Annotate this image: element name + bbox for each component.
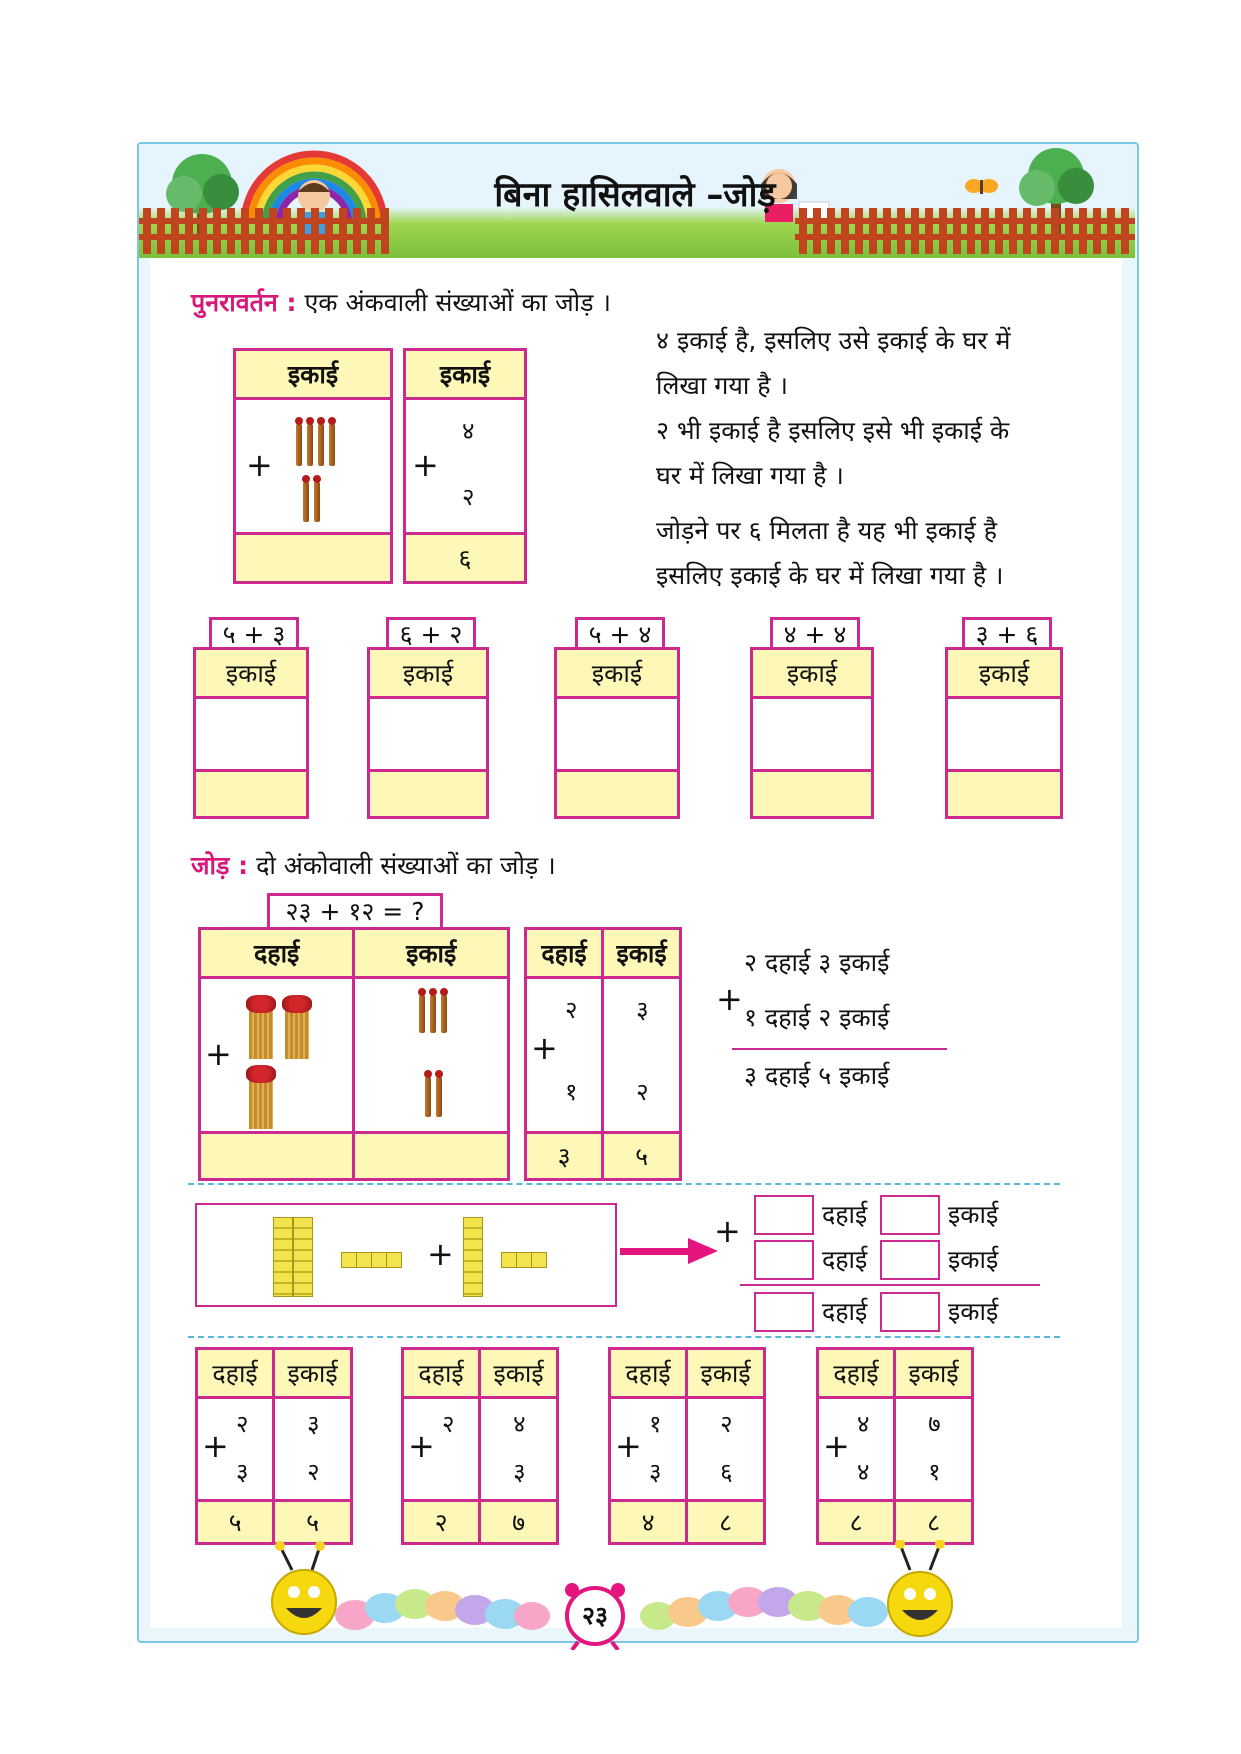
plus-sign: +: [427, 1235, 454, 1273]
tens-digit-cell: [197, 1398, 274, 1501]
digit: ३: [236, 1458, 249, 1486]
sum-line: [740, 1284, 1040, 1286]
digit: ४: [857, 1410, 870, 1438]
fence-picket: [325, 208, 333, 254]
column-header: इकाई: [195, 649, 308, 698]
tens-header: दहाई: [197, 1349, 274, 1398]
digit: ३: [649, 1458, 662, 1486]
fence-picket: [967, 208, 975, 254]
sum-digit: ५: [274, 1501, 352, 1544]
digit: २: [442, 1410, 455, 1438]
plus-sign: +: [531, 1029, 558, 1067]
column-header: इकाई: [235, 350, 392, 399]
fence-picket: [311, 208, 319, 254]
ones-digit-cell: [480, 1398, 558, 1501]
fence-picket: [381, 208, 389, 254]
page-number: २३: [581, 1601, 608, 1630]
plus-sign: +: [205, 1035, 232, 1073]
answer-area[interactable]: [195, 698, 308, 771]
fence-picket: [1121, 208, 1129, 254]
fence-picket: [199, 208, 207, 254]
tens-answer-box[interactable]: [754, 1292, 814, 1332]
matchstick-icon: [296, 424, 302, 466]
fence-picket: [841, 208, 849, 254]
fence-picket: [1037, 208, 1045, 254]
fence-picket: [897, 208, 905, 254]
tens-answer-box[interactable]: [754, 1240, 814, 1280]
sum-digit: ८: [818, 1501, 895, 1544]
butterfly-icon: [965, 179, 998, 194]
ones-header: इकाई: [687, 1349, 765, 1398]
fence-picket: [1023, 208, 1031, 254]
worked-example-table: [401, 1347, 559, 1545]
unit-cube-icon: [341, 1252, 357, 1268]
matchstick-icon: [441, 995, 447, 1033]
plus-sign: +: [246, 446, 273, 484]
digit: ३: [513, 1458, 526, 1486]
caterpillar-right-face: [888, 1540, 952, 1636]
explanation-line: ४ इकाई है, इसलिए उसे इकाई के घर में: [656, 326, 1011, 355]
digit: ४: [857, 1458, 870, 1486]
caterpillar-left-face: [272, 1541, 336, 1634]
plus-sign: +: [823, 1427, 850, 1465]
ones-header: इकाई: [480, 1349, 558, 1398]
fence-picket: [367, 208, 375, 254]
plus-sign: +: [412, 446, 439, 484]
dashed-divider: [188, 1336, 1060, 1338]
digit-cell: [405, 399, 526, 534]
addition-picture-table: [198, 927, 510, 1181]
sum-line: [732, 1048, 947, 1050]
fence-picket: [911, 208, 919, 254]
ones-header: इकाई: [274, 1349, 352, 1398]
picture-cell: [235, 399, 392, 534]
column-header: इकाई: [947, 649, 1062, 698]
revision-heading-row: [191, 285, 611, 319]
exercise-equation: ६ + २: [386, 617, 476, 653]
ones-header: इकाई: [895, 1349, 973, 1398]
explanation-line: लिखा गया है ।: [656, 371, 788, 400]
exercise-table: [750, 647, 874, 819]
matchstick-icon: [425, 1077, 431, 1117]
ones-answer-box[interactable]: [880, 1240, 940, 1280]
worked-example-table: [195, 1347, 353, 1545]
answer-cell[interactable]: [556, 771, 679, 818]
digit: ४: [513, 1410, 526, 1438]
words-line: ३ दहाई ५ इकाई: [744, 1061, 890, 1090]
answer-area[interactable]: [752, 698, 873, 771]
tens-digit-cell: [403, 1398, 480, 1501]
fence-picket: [143, 208, 151, 254]
bottom-digit: २: [462, 483, 475, 511]
fence-picket: [1051, 208, 1059, 254]
answer-cell[interactable]: [947, 771, 1062, 818]
matchstick-icon: [303, 482, 309, 522]
answer-area[interactable]: [947, 698, 1062, 771]
top-digit: ४: [462, 417, 475, 445]
exercise-equation: ४ + ४: [770, 617, 860, 653]
fence-picket: [1065, 208, 1073, 254]
matchstick-icon: [307, 424, 313, 466]
unit-cube-icon: [516, 1252, 532, 1268]
tens-header: दहाई: [200, 929, 354, 978]
unit-cube-icon: [501, 1252, 517, 1268]
fence-picket: [869, 208, 877, 254]
plus-sign: +: [615, 1427, 642, 1465]
ones-label: इकाई: [948, 1297, 999, 1326]
sum-digit: ६: [405, 534, 526, 583]
ten-rod-icon: [293, 1217, 313, 1297]
column-header: इकाई: [556, 649, 679, 698]
answer-area[interactable]: [556, 698, 679, 771]
ten-rod-icon: [463, 1217, 483, 1297]
digit: २: [565, 996, 578, 1024]
fence-picket: [213, 208, 221, 254]
tens-header: दहाई: [526, 929, 603, 978]
exercise-table: [193, 647, 309, 819]
fence-picket: [269, 208, 277, 254]
plus-sign: +: [202, 1427, 229, 1465]
digit: १: [928, 1458, 941, 1486]
tens-label: दहाई: [822, 1245, 868, 1274]
tens-digit-cell: [610, 1398, 687, 1501]
digit: १: [565, 1078, 578, 1106]
exercise-equation: ५ + ४: [575, 617, 665, 653]
tens-digit-cell: [818, 1398, 895, 1501]
revision-digit-table: [403, 348, 527, 584]
sum-digit: ७: [480, 1501, 558, 1544]
tens-label: दहाई: [822, 1297, 868, 1326]
plus-sign: +: [716, 980, 743, 1018]
fence-picket: [1079, 208, 1087, 254]
ones-label: इकाई: [948, 1245, 999, 1274]
ones-picture-cell: [354, 978, 509, 1133]
fence-picket: [995, 208, 1003, 254]
arrow-right-icon: [620, 1236, 720, 1266]
tens-header: दहाई: [610, 1349, 687, 1398]
sum-digit: ४: [610, 1501, 687, 1544]
words-line: १ दहाई २ इकाई: [744, 1003, 890, 1032]
tens-header: दहाई: [818, 1349, 895, 1398]
ones-digit-cell: [274, 1398, 352, 1501]
ten-rod-icon: [273, 1217, 293, 1297]
answer-cell[interactable]: [752, 771, 873, 818]
sum-digit: ५: [603, 1133, 681, 1180]
matchstick-icon: [436, 1077, 442, 1117]
addition-heading-row: [191, 848, 556, 882]
plus-sign: +: [408, 1427, 435, 1465]
fence-picket: [883, 208, 891, 254]
fence-picket: [827, 208, 835, 254]
blocks-box: [195, 1203, 617, 1307]
fence-picket: [157, 208, 165, 254]
fence-picket: [255, 208, 263, 254]
digit: २: [236, 1410, 249, 1438]
answer-cell[interactable]: [369, 771, 488, 818]
explanation-line: इसलिए इकाई के घर में लिखा गया है ।: [656, 561, 1004, 590]
fence-picket: [1107, 208, 1115, 254]
revision-label: पुनरावर्तन :: [191, 288, 297, 317]
stick-bundle-icon: [285, 1009, 309, 1059]
answer-area[interactable]: [369, 698, 488, 771]
explanation-line: घर में लिखा गया है ।: [656, 461, 844, 490]
digit: ६: [720, 1458, 733, 1486]
caterpillar-illustration: [270, 1540, 970, 1650]
dashed-divider: [188, 1183, 1060, 1185]
answer-cell: [235, 534, 392, 583]
sum-digit: ८: [895, 1501, 973, 1544]
fence-picket: [283, 208, 291, 254]
stick-bundle-icon: [249, 1009, 273, 1059]
sum-digit: ५: [197, 1501, 274, 1544]
fence-picket: [855, 208, 863, 254]
digit: २: [720, 1410, 733, 1438]
fence-picket: [1093, 208, 1101, 254]
revision-explanation: [656, 318, 1096, 598]
digit: ७: [928, 1410, 941, 1438]
answer-cell: [200, 1133, 354, 1180]
ones-header: इकाई: [603, 929, 681, 978]
ones-label: इकाई: [948, 1200, 999, 1229]
fence-picket: [1009, 208, 1017, 254]
exercise-table: [554, 647, 680, 819]
fence-picket: [241, 208, 249, 254]
digit: १: [649, 1410, 662, 1438]
column-header: इकाई: [405, 350, 526, 399]
fence-picket: [981, 208, 989, 254]
exercise-equation: ३ + ६: [962, 617, 1052, 653]
ones-answer-box[interactable]: [880, 1195, 940, 1235]
digit: २: [307, 1458, 320, 1486]
addition-equation: २३ + १२ = ?: [267, 893, 443, 931]
exercise-table: [945, 647, 1063, 819]
column-header: इकाई: [752, 649, 873, 698]
fence-picket: [953, 208, 961, 254]
sum-digit: २: [403, 1501, 480, 1544]
matchstick-icon: [318, 424, 324, 466]
addition-label: जोड़ :: [191, 851, 249, 880]
fence-picket: [227, 208, 235, 254]
fence-picket: [171, 208, 179, 254]
sum-digit: ३: [526, 1133, 603, 1180]
exercise-table: [367, 647, 489, 819]
sum-digit: ८: [687, 1501, 765, 1544]
stick-bundle-icon: [249, 1079, 273, 1129]
answer-cell: [354, 1133, 509, 1180]
unit-cube-icon: [531, 1252, 547, 1268]
answer-cell[interactable]: [195, 771, 308, 818]
ones-digit-cell: [895, 1398, 973, 1501]
unit-cube-icon: [371, 1252, 387, 1268]
digit: २: [636, 1078, 649, 1106]
digit: ३: [636, 996, 649, 1024]
page-title: बिना हासिलवाले –जोड़: [494, 175, 776, 215]
explanation-line: २ भी इकाई है इसलिए इसे भी इकाई के: [656, 416, 1010, 445]
fence-picket: [353, 208, 361, 254]
tens-picture-cell: [200, 978, 354, 1133]
tens-answer-box[interactable]: [754, 1195, 814, 1235]
matchstick-icon: [430, 995, 436, 1033]
ones-header: इकाई: [354, 929, 509, 978]
worked-example-table: [816, 1347, 974, 1545]
unit-cube-icon: [356, 1252, 372, 1268]
tens-header: दहाई: [403, 1349, 480, 1398]
fence-picket: [185, 208, 193, 254]
ones-digit-cell: [603, 978, 681, 1133]
unit-cube-icon: [386, 1252, 402, 1268]
matchstick-icon: [314, 482, 320, 522]
tens-label: दहाई: [822, 1200, 868, 1229]
ones-answer-box[interactable]: [880, 1292, 940, 1332]
revision-heading: एक अंकवाली संख्याओं का जोड़ ।: [304, 288, 611, 317]
plus-sign: +: [714, 1212, 741, 1250]
fence-picket: [939, 208, 947, 254]
fence-picket: [925, 208, 933, 254]
worked-example-table: [608, 1347, 766, 1545]
digit: ३: [307, 1410, 320, 1438]
ones-digit-cell: [687, 1398, 765, 1501]
exercise-equation: ५ + ३: [209, 617, 299, 653]
matchstick-icon: [419, 995, 425, 1033]
words-line: २ दहाई ३ इकाई: [744, 948, 890, 977]
addition-heading: दो अंकोवाली संख्याओं का जोड़ ।: [256, 851, 556, 880]
revision-picture-table: [233, 348, 393, 584]
column-header: इकाई: [369, 649, 488, 698]
explanation-line: जोड़ने पर ६ मिलता है यह भी इकाई है: [656, 516, 997, 545]
addition-digit-table: [524, 927, 682, 1181]
matchstick-icon: [329, 424, 335, 466]
fence-picket: [339, 208, 347, 254]
fence-picket: [297, 208, 305, 254]
tens-digit-cell: [526, 978, 603, 1133]
